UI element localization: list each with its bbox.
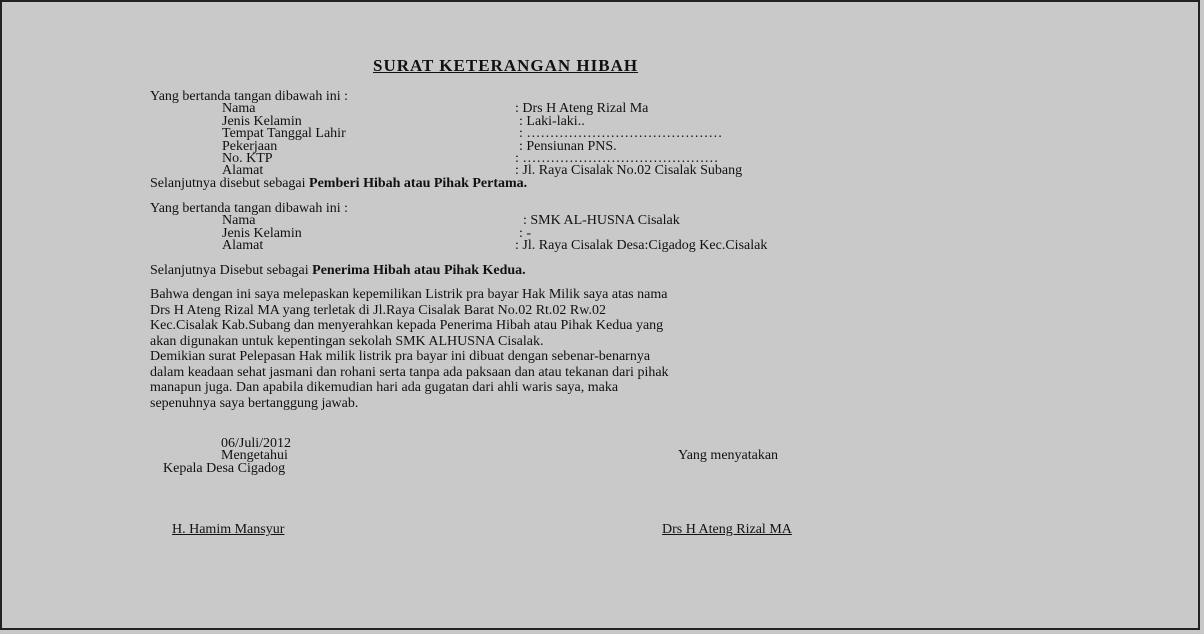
party1-label-nama: Nama: [222, 101, 256, 116]
witness-label: Mengetahui: [221, 448, 288, 463]
party2-value-jenis-kelamin: : -: [519, 226, 532, 241]
paragraph-line: Kec.Cisalak Kab.Subang dan menyerahkan kepada Penerima Hibah atau Pihak Kedua yang: [150, 318, 664, 333]
party2-label-alamat: Alamat: [222, 238, 264, 253]
party1-designation-bold: Pemberi Hibah atau Pihak Pertama.: [309, 176, 528, 191]
declarant-signature-name: Drs H Ateng Rizal MA: [662, 522, 792, 537]
party1-intro: Yang bertanda tangan dibawah ini :: [150, 89, 349, 104]
witness-signature-name: H. Hamim Mansyur: [172, 522, 285, 537]
paragraph-line: akan digunakan untuk kepentingan sekolah SMK ALHUSNA Cisalak.: [150, 333, 544, 349]
paragraph-line: Bahwa dengan ini saya melepaskan kepemilikan Listrik pra bayar Hak Milik saya atas nama: [150, 287, 668, 302]
body-paragraph-2: [150, 349, 1070, 411]
body-paragraph-1: [150, 287, 1070, 349]
party1-designation: [150, 177, 527, 191]
declarant-label: Yang menyatakan: [678, 448, 779, 463]
paragraph-line: dalam keadaan sehat jasmani dan rohani serta tanpa ada paksaan dan atau tekanan dari pihak: [150, 364, 669, 380]
witness-role: Kepala Desa Cigadog: [163, 461, 286, 476]
party1-label-ktp: No. KTP: [222, 151, 273, 166]
party2-intro: Yang bertanda tangan dibawah ini :: [150, 201, 349, 216]
party1-value-ttl: : ……………………………………: [519, 126, 723, 141]
paragraph-line: manapun juga. Dan apabila dikemudian hari ada gugatan dari ahli waris saya, maka: [150, 380, 619, 395]
party1-value-alamat: : Jl. Raya Cisalak No.02 Cisalak Subang: [515, 163, 743, 178]
party2-designation-prefix: Selanjutnya Disebut sebagai: [150, 263, 313, 278]
party1-designation-prefix: Selanjutnya disebut sebagai: [150, 176, 310, 191]
paragraph-line: Demikian surat Pelepasan Hak milik listrik pra bayar ini dibuat dengan sebenar-benarnya: [150, 349, 651, 364]
party2-label-jenis-kelamin: Jenis Kelamin: [222, 226, 302, 241]
party2-designation: [150, 264, 526, 278]
party1-value-jenis-kelamin: : Laki-laki..: [519, 114, 585, 129]
paragraph-line: sepenuhnya saya bertanggung jawab.: [150, 395, 359, 411]
paragraph-line: Drs H Ateng Rizal MA yang terletak di Jl.Raya Cisalak Barat No.02 Rt.02 Rw.02: [150, 302, 606, 318]
document-date: 06/Juli/2012: [221, 436, 292, 451]
party2-label-nama: Nama: [222, 213, 256, 228]
party2-value-alamat: : Jl. Raya Cisalak Desa:Cigadog Kec.Cisalak: [515, 238, 768, 253]
party1-label-alamat: Alamat: [222, 163, 264, 178]
party1-value-pekerjaan: : Pensiunan PNS.: [519, 139, 617, 154]
party1-value-ktp: : ……………………………………: [515, 151, 719, 166]
document-title: SURAT KETERANGAN HIBAH: [373, 56, 639, 75]
party1-label-pekerjaan: Pekerjaan: [222, 139, 278, 154]
party1-label-ttl: Tempat Tanggal Lahir: [222, 126, 346, 141]
party1-label-jenis-kelamin: Jenis Kelamin: [222, 114, 302, 129]
party2-value-nama: : SMK AL-HUSNA Cisalak: [523, 213, 680, 228]
party1-value-nama: : Drs H Ateng Rizal Ma: [515, 101, 649, 116]
party2-designation-bold: Penerima Hibah atau Pihak Kedua.: [312, 263, 526, 278]
